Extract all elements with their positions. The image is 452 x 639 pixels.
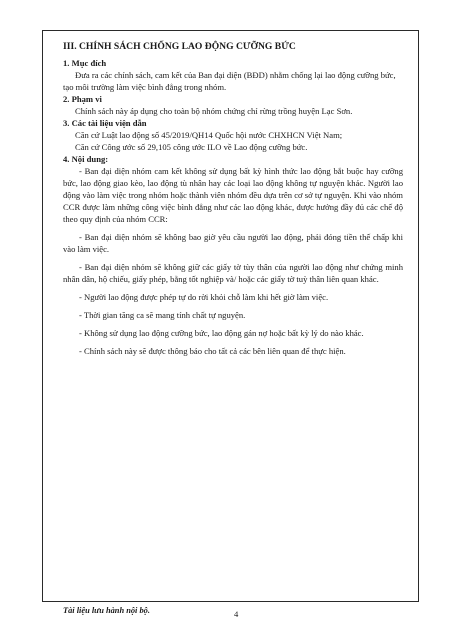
reference-line-1: Căn cứ Luật lao động số 45/2019/QH14 Quốc hội nước CHXHCN Việt Nam; [75, 130, 343, 140]
subheading-references: 3. Các tài liệu viện dẫn [63, 118, 147, 128]
subheading-purpose: 1. Mục đích [63, 58, 107, 68]
subheading-content: 4. Nội dung: [63, 154, 109, 164]
content-item-3: - Người lao động được phép tự do rời khỏi chỗ làm khi hết giờ làm việc. [79, 292, 329, 302]
content-item-6: - Chính sách này sẽ được thông báo cho tất cả các bên liên quan để thực hiện. [79, 346, 346, 356]
content-item-1: - Ban đại diện nhóm sẽ không bao giờ yêu cầu người lao động, phải đóng tiền thế chấp khi vào làm việc. [63, 232, 403, 254]
content-item-5: - Không sử dụng lao động cưỡng bức, lao động gán nợ hoặc bất kỳ lý do nào khác. [79, 328, 364, 338]
content-item-2: - Ban đại diện nhóm sẽ không giữ các giấy tờ tùy thân của người lao động như chứng minh nhân dân, hộ chiếu, giấy phép, bằng tốt nghiệp và/ hoặc các giấy tờ tuỳ thân liên quan khác. [63, 262, 403, 284]
content-intro: - Ban đại diện nhóm cam kết không sử dụng bất kỳ hình thức lao động bắt buộc hay cưỡng bức, lao động giao kèo, lao động tù nhân hay các loại lao động không tự nguyện khác. Người lao động vào làm việc trong nhóm hoặc thành viên nhóm đều dựa trên cơ sở tự nguyện. Khi vào nhóm CCR được làm những công việc bình đẳng như các lao động khác, được hưởng đầy đủ các chế độ theo quy định của nhóm CCR: [63, 166, 403, 224]
page-number: 4 [234, 609, 239, 619]
content-item-4: - Thời gian tăng ca sẽ mang tính chất tự nguyện. [79, 310, 246, 320]
reference-line-2: Căn cứ Công ước số 29,105 công ước ILO về Lao động cưỡng bức. [75, 142, 308, 152]
section-heading: III. CHÍNH SÁCH CHỐNG LAO ĐỘNG CƯỠNG BỨC [63, 41, 296, 52]
footer-note: Tài liệu lưu hành nội bộ. [63, 606, 150, 615]
scope-text: Chính sách này áp dụng cho toàn bộ nhóm chứng chỉ rừng trồng huyện Lạc Sơn. [75, 106, 353, 116]
purpose-text: Đưa ra các chính sách, cam kết của Ban đại diện (BĐD) nhằm chống lại lao động cưỡng bức, tạo môi trường làm việc bình đẳng trong nhóm. [63, 70, 396, 92]
subheading-scope: 2. Phạm vi [63, 94, 102, 104]
document-body [63, 40, 403, 357]
